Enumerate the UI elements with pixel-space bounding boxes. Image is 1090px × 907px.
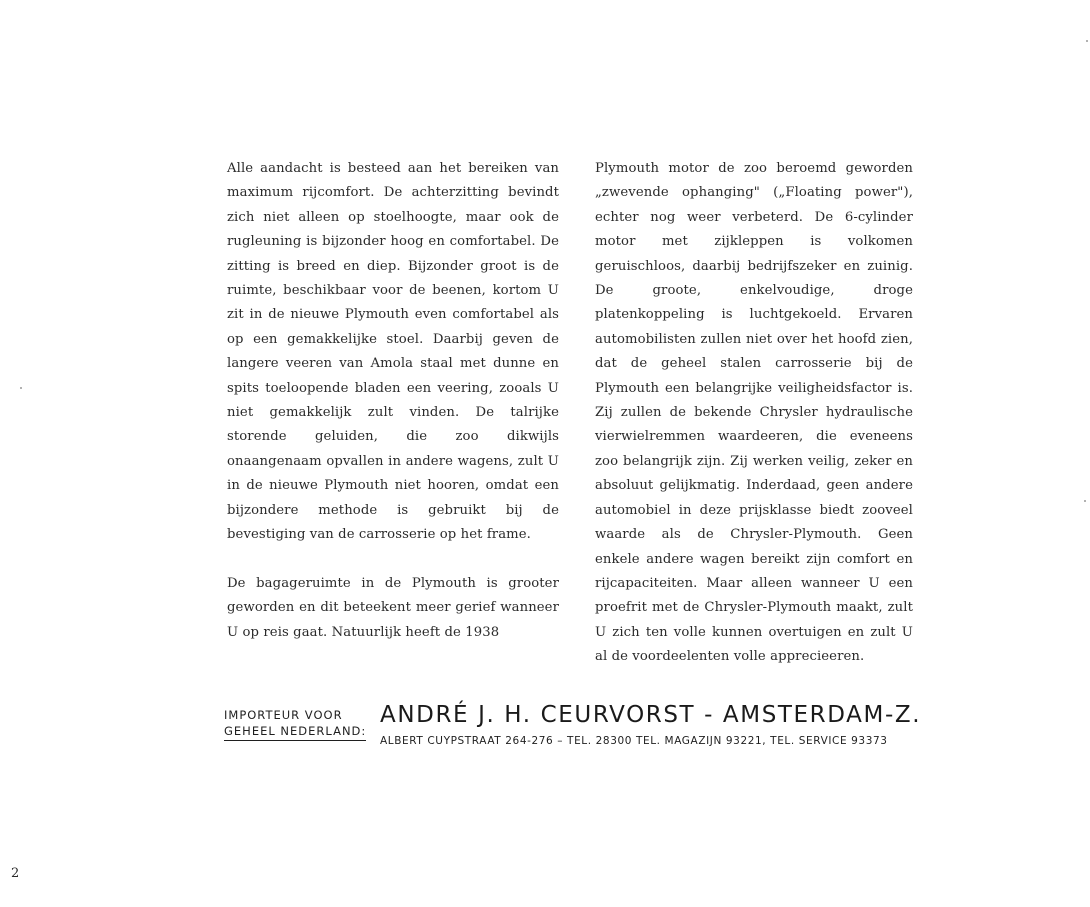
scan-speck [1084, 500, 1086, 502]
importer-label-line1: IMPORTEUR VOOR [224, 708, 343, 722]
right-text-column [595, 157, 913, 670]
importer-label-line2: GEHEEL NEDERLAND: [224, 723, 366, 741]
scan-speck [20, 387, 22, 389]
left-text-column [227, 157, 559, 645]
company-name: ANDRÉ J. H. CEURVORST - AMSTERDAM-Z. [380, 702, 922, 728]
company-address: ALBERT CUYPSTRAAT 264-276 – TEL. 28300 TEL. MAGAZIJN 93221, TEL. SERVICE 93373 [380, 735, 888, 747]
page-number: 2 [11, 866, 20, 881]
importer-label [224, 707, 366, 741]
scan-speck [1086, 40, 1088, 42]
right-paragraph-1: Plymouth motor de zoo beroemd geworden „zwevende ophanging" („Floating power"), echter nog weer verbeterd. De 6-cylinder motor met zijkleppen is volkomen geruischloos, daarbij bedrijfszeker en zuinig. De groote, enkelvoudige, droge platenkoppeling is luchtgekoeld. Ervaren automobilisten zullen niet over het hoofd zien, dat de geheel stalen carrosserie bij de Plymouth een belangrijke veiligheidsfactor is. Zij zullen de bekende Chrysler hydraulische vierwielremmen waardeeren, die eveneens zoo belangrijk zijn. Zij werken veilig, zeker en absoluut gelijkmatig. Inderdaad, geen andere automobiel in deze prijsklasse biedt zooveel waarde als de Chrysler-Plymouth. Geen enkele andere wagen bereikt zijn comfort en rijcapaciteiten. Maar alleen wanneer U een proefrit met de Chrysler-Plymouth maakt, zult U zich ten volle kunnen overtuigen en zult U al de voordeelenten volle apprecieeren. [595, 161, 913, 665]
left-paragraph-1: Alle aandacht is besteed aan het bereiken van maximum rijcomfort. De achterzitting bevindt zich niet alleen op stoelhoogte, maar ook de rugleuning is bijzonder hoog en comfortabel. De zitting is breed en diep. Bijzonder groot is de ruimte, beschikbaar voor de beenen, kortom U zit in de nieuwe Plymouth even comfortabel als op een gemakkelijke stoel. Daarbij geven de langere veeren van Amola staal met dunne en spits toeloopende bladen een veering, zooals U niet gemakkelijk zult vinden. De talrijke storende geluiden, die zoo dikwijls onaangenaam opvallen in andere wagens, zult U in de nieuwe Plymouth niet hooren, omdat een bijzondere methode is gebruikt bij de bevestiging van de carrosserie op het frame. [227, 161, 559, 543]
left-paragraph-2: De bagageruimte in de Plymouth is grooter geworden en dit beteekent meer gerief wanneer U op reis gaat. Natuurlijk heeft de 1938 [227, 575, 559, 640]
